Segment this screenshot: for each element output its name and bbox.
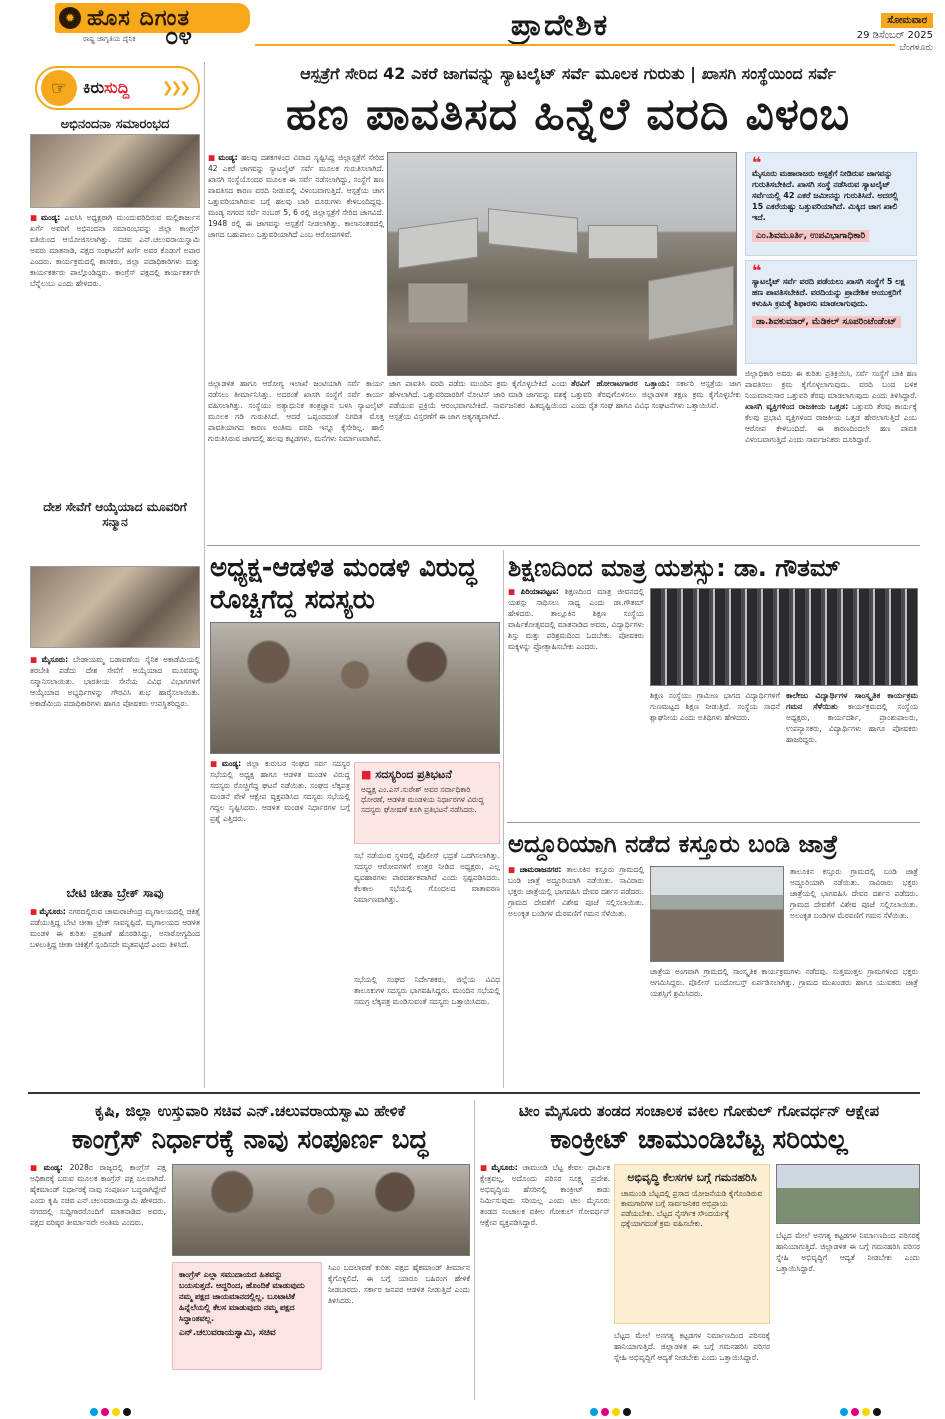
jatre-col3: ತಾಲೂಕಿನ ಕಸ್ತೂರು ಗ್ರಾಮದಲ್ಲಿ ಬಂಡಿ ಜಾತ್ರೆ ಅದ್ದೂರಿಯಾಗಿ ನಡೆಯಿತು. ಸಾವಿರಾರು ಭಕ್ತರು ಜಾತ್ರೆಯಲ್ಲಿ ಭಾಗವಹಿಸಿ ದೇವರ ದರ್ಶನ ಪಡೆದರು. ಗ್ರಾಮದ ದೇವತೆಗೆ ವಿಶೇಷ ಪೂಜೆ ಸಲ್ಲಿಸಲಾಯಿತು. ಅಲಂಕೃತ ಬಂಡಿಗಳ ಮೆರವಣಿಗೆ ಗಮನ ಸೆಳೆಯಿತು. [790, 867, 918, 920]
reg-mark [101, 1408, 109, 1416]
gautam-photo [650, 588, 918, 686]
kirusuddi-banner [35, 66, 200, 110]
section-divider [28, 1092, 920, 1094]
lead-headline: ಹಣ ಪಾವತಿಸದ ಹಿನ್ನೆಲೆ ವರದಿ ವಿಳಂಬ [285, 89, 851, 140]
chamundi-col1: ■ ಮೈಸೂರು: ಚಾಮುಂಡಿ ಬೆಟ್ಟ ಕೇವಲ ಧಾರ್ಮಿಕ ಕ್ಷೇತ್ರವಲ್ಲ, ಅದೊಂದು ಪರಿಸರ ಸೂಕ್ಷ್ಮ ಪ್ರದೇಶ. ಅಭಿವೃದ್ಧಿಯ ಹೆಸರಿನಲ್ಲಿ ಕಾಂಕ್ರೀಟ್ ಕಾಡು ನಿರ್ಮಿಸುವುದು ಸರಿಯಲ್ಲ ಎಂದು ಟೀಂ ಮೈಸೂರು ತಂಡದ ಸಂಚಾಲಕ ವಕೀಲ ಗೋಕುಲ್ ಗೋವರ್ಧನ್ ಆಕ್ಷೇಪ ವ್ಯಕ್ತಪಡಿಸಿದ್ದಾರೆ. [480, 1162, 610, 1398]
congress-col1: ■ ಮಂಡ್ಯ: 2028ರ ರಾಜ್ಯದಲ್ಲಿ ಕಾಂಗ್ರೆಸ್ ಪಕ್ಷ ಅಧಿಕಾರಕ್ಕೆ ಬರುವ ಮೂಲಕ ಕಾಂಗ್ರೆಸ್ ಪಕ್ಷ ಬಲವಾಗಿದೆ. ಹೈಕಮಾಂಡ್ ನಿರ್ಧಾರಕ್ಕೆ ನಾವು ಸಂಪೂರ್ಣ ಬದ್ಧರಾಗಿದ್ದೇವೆ ಎಂದು ಕೃಷಿ ಸಚಿವ ಎನ್.ಚಲುವರಾಯಸ್ವಾಮಿ ಹೇಳಿದರು. ನಗರದಲ್ಲಿ ಸುದ್ದಿಗಾರರೊಂದಿಗೆ ಮಾತನಾಡಿದ ಅವರು, ಪಕ್ಷದ ವರಿಷ್ಠರ ತೀರ್ಮಾನವೇ ಅಂತಿಮ ಎಂದರು. [30, 1162, 166, 1398]
congress-quote-signature: ಎನ್.ಚಲುವರಾಯಸ್ವಾಮಿ, ಸಚಿವ [179, 1328, 276, 1338]
gautam-col2: ಶಿಕ್ಷಣ ಸಂಸ್ಥೆಯು ಗ್ರಾಮೀಣ ಭಾಗದ ವಿದ್ಯಾರ್ಥಿಗಳಿಗೆ ಗುಣಮಟ್ಟದ ಶಿಕ್ಷಣ ನೀಡುತ್ತಿದೆ. ಸಂಸ್ಥೆಯ ಸಾಧನೆ ಶ್ಲಾಘನೀಯ ಎಂದು ಅತಿಥಿಗಳು ಹೇಳಿದರು. [650, 691, 780, 722]
board-callout-title: ■ ಸದಸ್ಯರಿಂದ ಪ್ರತಿಭಟನೆ [361, 768, 493, 782]
brief3-heading: ಬೇಟಿ ಚೀತಾ ಬ್ರೇಕ್ ಸಾವು [66, 886, 164, 900]
lead-subhead: ತೆರವಿಗೆ ಹೋರಾಟಗಾರರ ಒತ್ತಾಯ: [571, 379, 670, 388]
hand-pointer-icon: ☞ [41, 70, 77, 106]
lead-subhead-2: ಖಾಸಗಿ ವ್ಯಕ್ತಿಗಳಿಂದ ರಾಜಕೀಯ ಒತ್ತಡ: [745, 402, 849, 411]
quote-2-text: ಸ್ಯಾಟಲೈಟ್ ಸರ್ವೆ ವರದಿ ಪಡೆಯಲು ಖಾಸಗಿ ಸಂಸ್ಥೆಗೆ 5 ಲಕ್ಷ ಹಣ ಪಾವತಿಸಬೇಕಿದೆ. ವರದಿಯನ್ನು ಪ್ರಾದೇಶಿಕ ಆಯುಕ್ತರಿಗೆ ಕಳುಹಿಸಿ ಕ್ರಮಕ್ಕೆ ಶಿಫಾರಸು ಮಾಡಲಾಗುವುದು. [752, 277, 905, 308]
column-rule [503, 550, 504, 1088]
kirusuddi-label: ಕಿರುಸುದ್ದಿ [83, 78, 130, 97]
congress-photo [172, 1164, 470, 1256]
print-marks [840, 1408, 881, 1416]
section-divider [207, 545, 920, 546]
reg-mark [112, 1408, 120, 1416]
board-col2: ಸಭೆ ನಡೆಯುವ ಸ್ಥಳದಲ್ಲಿ ಪೊಲೀಸ್ ಭದ್ರತೆ ಒದಗಿಸಲಾಗಿತ್ತು. ಸದಸ್ಯರ ಆರೋಪಗಳಿಗೆ ಉತ್ತರ ನೀಡಿದ ಅಧ್ಯಕ್ಷರು, ಎಲ್ಲ ವ್ಯವಹಾರಗಳು ಪಾರದರ್ಶಕವಾಗಿವೆ ಎಂದು ಸ್ಪಷ್ಟಪಡಿಸಿದರು. ಕೆಲಕಾಲ ಸಭೆಯಲ್ಲಿ ಗೊಂದಲದ ವಾತಾವರಣ ನಿರ್ಮಾಣವಾಗಿತ್ತು. [354, 851, 500, 904]
reg-mark [840, 1408, 848, 1416]
section-title: ಪ್ರಾದೇಶಿಕ [510, 8, 610, 43]
chamundi-headline: ಕಾಂಕ್ರೀಟ್ ಚಾಮುಂಡಿಬೆಟ್ಟ ಸರಿಯಲ್ಲ [550, 1125, 848, 1155]
gautam-subhead: ಕಾಲೇಜು ವಿದ್ಯಾರ್ಥಿಗಳ ಸಾಂಸ್ಕೃತಿಕ ಕಾರ್ಯಕ್ರಮ ಗಮನ ಸೆಳೆಯಿತು [786, 691, 918, 711]
lead-col3b: ತೆರವಿಗೆ ಹೋರಾಟಗಾರರ ಒತ್ತಾಯ: ಸರ್ಕಾರಿ ಆಸ್ಪತ್ರೆಯ ಜಾಗ ಒತ್ತುವರಿ ತೆರವುಗೊಳಿಸಲು ಜಿಲ್ಲಾಡಳಿತ ತಕ್ಷಣ ಕ್ರಮ ಕೈಗೊಳ್ಳಬೇಕು ಎಂದು ರೈತ ಸಂಘ ಹಾಗೂ ವಿವಿಧ ಸಂಘಟನೆಗಳು ಒತ್ತಾಯಿಸಿವೆ. [571, 379, 741, 410]
brief1-photo [30, 134, 200, 208]
masthead [55, 3, 250, 51]
lead-kicker: ಆಸ್ಪತ್ರೆಗೆ ಸೇರಿದ 42 ಎಕರೆ ಜಾಗವನ್ನು ಸ್ಯಾಟಲೈಟ್ ಸರ್ವೆ ಮೂಲಕ ಗುರುತು | ಖಾಸಗಿ ಸಂಸ್ಥೆಯಿಂದ ಸರ್ವೆ [300, 64, 836, 83]
congress-quote [172, 1262, 322, 1370]
reg-mark [601, 1408, 609, 1416]
dateline [857, 8, 933, 53]
lead-col4: ಜಿಲ್ಲಾಧಿಕಾರಿ ಅವರು ಈ ಕುರಿತು ಪ್ರತಿಕ್ರಿಯಿಸಿ, ಸರ್ವೆ ಸಂಸ್ಥೆಗೆ ಬಾಕಿ ಹಣ ಪಾವತಿಸಲು ಕ್ರಮ ಕೈಗೊಳ್ಳಲಾಗುವುದು. ವರದಿ ಬಂದ ಬಳಿಕ ನಿಯಮಾನುಸಾರ ಒತ್ತುವರಿ ತೆರವು ಮಾಡಲಾಗುವುದು ಎಂದು ತಿಳಿಸಿದ್ದಾರೆ. ಖಾಸಗಿ ವ್ಯಕ್ತಿಗಳಿಂದ ರಾಜಕೀಯ ಒತ್ತಡ: ಒತ್ತುವರಿ ತೆರವು ಕಾರ್ಯಕ್ಕೆ ಕೆಲವು ಪ್ರಭಾವಿ ವ್ಯಕ್ತಿಗಳಿಂದ ರಾಜಕೀಯ ಒತ್ತಡ ಹೇರಲಾಗುತ್ತಿದೆ ಎಂಬ ಆರೋಪ ಕೇಳಿಬಂದಿದೆ. ಈ ಕಾರಣದಿಂದಲೇ ಹಣ ಪಾವತಿ ವಿಳಂಬವಾಗುತ್ತಿದೆ ಎಂದು ಸಾರ್ವಜನಿಕರು ದೂರಿದ್ದಾರೆ. [745, 369, 917, 444]
lead-quote-2 [745, 260, 917, 364]
congress-quote-text: ಕಾಂಗ್ರೆಸ್ ಎಲ್ಲಾ ಸಮುದಾಯದ ಹಿತವನ್ನು ಬಯಸುತ್ತದೆ. ಆದ್ದರಿಂದ, ಹೊಂದಿಕೆ ಮಾಡುವುದು ನಮ್ಮ ಪಕ್ಷದ ಜಾಯಮಾನದಲ್ಲಿಲ್ಲ. ಬೂಟಾಟಿಕೆ ಹಿನ್ನೆಲೆಯಲ್ಲಿ ಕೆಲಸ ಮಾಡುವುದು ನಮ್ಮ ಪಕ್ಷದ ಸಿದ್ಧಾಂತವಲ್ಲ. [179, 1270, 305, 1323]
board-col3: ಸಭೆಯಲ್ಲಿ ಸಂಘದ ನಿರ್ದೇಶಕರು, ಜಿಲ್ಲೆಯ ವಿವಿಧ ತಾಲೂಕುಗಳ ಸದಸ್ಯರು ಭಾಗವಹಿಸಿದ್ದರು. ಮುಂದಿನ ಸಭೆಯಲ್ಲಿ ಸಮಗ್ರ ಲೆಕ್ಕಪತ್ರ ಮಂಡಿಸುವಂತೆ ಸದಸ್ಯರು ಒತ್ತಾಯಿಸಿದರು. [354, 975, 500, 1006]
congress-col2: ಸಿಎಂ ಬದಲಾವಣೆ ಕುರಿತು ಪಕ್ಷದ ಹೈಕಮಾಂಡ್ ತೀರ್ಮಾನ ಕೈಗೊಳ್ಳಲಿದೆ. ಈ ಬಗ್ಗೆ ಯಾರೂ ಬಹಿರಂಗ ಹೇಳಿಕೆ ನೀಡಬಾರದು. ಸರ್ಕಾರ ಜನಪರ ಆಡಳಿತ ನೀಡುತ್ತಿದೆ ಎಂದು ತಿಳಿಸಿದರು. [328, 1263, 470, 1305]
quote-1-signature: ಎಂ.ಶಿವಮೂರ್ತಿ, ಉಪವಿಭಾಗಾಧಿಕಾರಿ [752, 230, 869, 242]
lead-col3: ಜಾಗ ಪಾವತಿಸಿ ವರದಿ ಪಡೆದು ಮುಂದಿನ ಕ್ರಮ ಕೈಗೊಳ್ಳಬೇಕಿದೆ ಎಂದು ಹೇಳಲಾಗಿದೆ. ಒತ್ತುವರಿದಾರರಿಗೆ ನೋಟಿಸ್ ಜಾರಿ ಮಾಡಿ ಜಾಗವನ್ನು ವಶಕ್ಕೆ ಪಡೆಯುವ ಪ್ರಕ್ರಿಯೆ ಆರಂಭವಾಗಬೇಕಿದೆ. ಸಾರ್ವಜನಿಕರ ಹಿತದೃಷ್ಟಿಯಿಂದ ಆಸ್ಪತ್ರೆಯ ವಿಸ್ತರಣೆಗೆ ಈ ಜಾಗ ಅತ್ಯಗತ್ಯವಾಗಿದೆ. [389, 379, 567, 421]
chamundi-kicker: ಟೀಂ ಮೈಸೂರು ತಂಡದ ಸಂಚಾಲಕ ವಕೀಲ ಗೋಕುಲ್ ಗೋವರ್ಧನ್ ಆಕ್ಷೇಪ [518, 1102, 880, 1120]
jatre-col2: ಜಾತ್ರೆಯ ಅಂಗವಾಗಿ ಗ್ರಾಮದಲ್ಲಿ ಸಾಂಸ್ಕೃತಿಕ ಕಾರ್ಯಕ್ರಮಗಳು ನಡೆದವು. ಸುತ್ತಮುತ್ತಲ ಗ್ರಾಮಗಳಿಂದ ಭಕ್ತರು ಆಗಮಿಸಿದ್ದರು. ಪೊಲೀಸ್ ಬಂದೋಬಸ್ತ್ ಏರ್ಪಡಿಸಲಾಗಿತ್ತು. ಗ್ರಾಮದ ಮುಖಂಡರು ಹಾಗೂ ಯುವಕರು ಜಾತ್ರೆ ಯಶಸ್ಸಿಗೆ ಶ್ರಮಿಸಿದರು. [650, 967, 918, 998]
chamundi-col3: ಬೆಟ್ಟದ ಮೇಲೆ ಅನಗತ್ಯ ಕಟ್ಟಡಗಳ ನಿರ್ಮಾಣದಿಂದ ಪರಿಸರಕ್ಕೆ ಹಾನಿಯಾಗುತ್ತಿದೆ. ಜಿಲ್ಲಾಡಳಿತ ಈ ಬಗ್ಗೆ ಗಮನಹರಿಸಿ ಪರಿಸರ ಸ್ನೇಹಿ ಅಭಿವೃದ್ಧಿಗೆ ಆದ್ಯತೆ ನೀಡಬೇಕು ಎಂದು ಒತ್ತಾಯಿಸಿದ್ದಾರೆ. [776, 1231, 920, 1273]
brief2-photo [30, 566, 200, 648]
board-callout-text: ಅಧ್ಯಕ್ಷ ಎಂ.ಎಸ್.ಸುರೇಶ್ ಅವರ ಸರ್ವಾಧಿಕಾರಿ ಧೋರಣೆ, ಆಡಳಿತ ಮಂಡಳಿಯ ನಿರ್ಧಾರಗಳ ವಿರುದ್ಧ ಸದಸ್ಯರು ಘೋಷಣೆ ಕೂಗಿ ಪ್ರತಿಭಟನೆ ನಡೆಸಿದರು. [361, 785, 484, 814]
reg-mark [623, 1408, 631, 1416]
column-rule [474, 1100, 475, 1400]
reg-mark [612, 1408, 620, 1416]
reg-mark [851, 1408, 859, 1416]
congress-headline: ಕಾಂಗ್ರೆಸ್ ನಿರ್ಧಾರಕ್ಕೆ ನಾವು ಸಂಪೂರ್ಣ ಬದ್ಧ [71, 1125, 429, 1155]
issue-day: ಸೋಮವಾರ [881, 13, 933, 28]
gautam-col3: ಕಾಲೇಜು ವಿದ್ಯಾರ್ಥಿಗಳ ಸಾಂಸ್ಕೃತಿಕ ಕಾರ್ಯಕ್ರಮ ಗಮನ ಸೆಳೆಯಿತು ಕಾರ್ಯಕ್ರಮದಲ್ಲಿ ಸಂಸ್ಥೆಯ ಅಧ್ಯಕ್ಷರು, ಕಾರ್ಯದರ್ಶಿ, ಪ್ರಾಂಶುಪಾಲರು, ಉಪನ್ಯಾಸಕರು, ವಿದ್ಯಾರ್ಥಿಗಳು ಹಾಗೂ ಪೋಷಕರು ಹಾಜರಿದ್ದರು. [786, 691, 918, 744]
lead-col2: ಜಿಲ್ಲಾಡಳಿತ ಹಾಗೂ ಆರೋಗ್ಯ ಇಲಾಖೆ ಜಂಟಿಯಾಗಿ ಸರ್ವೆ ಕಾರ್ಯ ನಡೆಸಲು ತೀರ್ಮಾನಿಸಿತ್ತು. ಅದರಂತೆ ಖಾಸಗಿ ಸಂಸ್ಥೆಗೆ ಸರ್ವೆ ಕಾರ್ಯ ವಹಿಸಲಾಗಿತ್ತು. ಸಂಸ್ಥೆಯು ಅತ್ಯಾಧುನಿಕ ತಂತ್ರಜ್ಞಾನ ಬಳಸಿ ಸ್ಯಾಟಲೈಟ್ ಮೂಲಕ ಗಡಿ ಗುರುತಿಸಿದೆ. ಆದರೆ ಒಪ್ಪಂದದಂತೆ ನಿಗದಿತ ಮೊತ್ತ ಪಾವತಿಯಾಗದ ಕಾರಣ ಅಂತಿಮ ವರದಿ ಇನ್ನೂ ಕೈಸೇರಿಲ್ಲ. ಹಾಲಿ ಗುರುತಿಸಿರುವ ಜಾಗದಲ್ಲಿ ಹಲವು ಕಟ್ಟಡಗಳು, ಮನೆಗಳು ನಿರ್ಮಾಣವಾಗಿವೆ. [208, 379, 384, 443]
brief1-body: ■ ಮಂಡ್ಯ: ಎಐಸಿಸಿ ಅಧ್ಯಕ್ಷರಾಗಿ ಮುಂದುವರಿದಿರುವ ಮಲ್ಲಿಕಾರ್ಜುನ ಖರ್ಗೆ ಅವರಿಗೆ ಅಭಿನಂದನಾ ಸಮಾರಂಭವನ್ನು ಜಿಲ್ಲಾ ಕಾಂಗ್ರೆಸ್ ವತಿಯಿಂದ ಆಯೋಜಿಸಲಾಗಿತ್ತು. ಸಚಿವ ಎನ್.ಚಲುವರಾಯಸ್ವಾಮಿ ಅವರು ಮಾತನಾಡಿ, ಪಕ್ಷದ ಸಂಘಟನೆಗೆ ಖರ್ಗೆ ಅವರ ಕೊಡುಗೆ ಅಪಾರ ಎಂದರು. ಕಾರ್ಯಕ್ರಮದಲ್ಲಿ ಶಾಸಕರು, ಜಿಲ್ಲಾ ಪದಾಧಿಕಾರಿಗಳು ಮತ್ತು ಕಾರ್ಯಕರ್ತರು ಪಾಲ್ಗೊಂಡಿದ್ದರು. ಕಾಂಗ್ರೆಸ್ ಪಕ್ಷದಲ್ಲಿ ಕಾರ್ಯಕರ್ತರೇ ಬೆನ್ನೆಲುಬು ಎಂದು ಹೇಳಿದರು. [30, 212, 200, 494]
jatre-photo [650, 866, 784, 962]
masthead-name: ಹೊಸ ದಿಗಂತ [87, 5, 191, 31]
section-rule [255, 44, 895, 46]
quote-icon: ❝ [752, 153, 762, 172]
chamundi-callout-title: ಅಭಿವೃದ್ಧಿ ಕೆಲಸಗಳ ಬಗ್ಗೆ ಗಮನಹರಿಸಿ [627, 1171, 757, 1184]
lead-quote-1 [745, 152, 917, 256]
brief1-heading: ಅಭಿನಂದನಾ ಸಮಾರಂಭದ [60, 117, 170, 132]
brief2-heading: ದೇಶ ಸೇವೆಗೆ ಆಯ್ಕೆಯಾದ ಮೂವರಿಗೆ ಸನ್ಮಾನ [43, 500, 187, 529]
jatre-headline: ಅದ್ದೂರಿಯಾಗಿ ನಡೆದ ಕಸ್ತೂರು ಬಂಡಿ ಜಾತ್ರೆ [508, 830, 838, 858]
issue-date: 29 ಡಿಸೆಂಬರ್ 2025 [856, 30, 933, 41]
brief2-body: ■ ಮೈಸೂರು: ಬೇಡಾಯಮ್ಮ ಬಡಾವಣೆಯ ಸೈನಿಕ ಅಕಾಡೆಮಿಯಲ್ಲಿ ತರಬೇತಿ ಪಡೆದು ದೇಶ ಸೇವೆಗೆ ಆಯ್ಕೆಯಾದ ಮೂವರನ್ನು ಸನ್ಮಾನಿಸಲಾಯಿತು. ಭಾರತೀಯ ಸೇನೆಯ ವಿವಿಧ ವಿಭಾಗಗಳಿಗೆ ಆಯ್ಕೆಯಾದ ಅಭ್ಯರ್ಥಿಗಳನ್ನು ಗೌರವಿಸಿ ಶುಭ ಹಾರೈಸಲಾಯಿತು. ಅಕಾಡೆಮಿಯ ಪದಾಧಿಕಾರಿಗಳು ಹಾಗೂ ಪೋಷಕರು ಉಪಸ್ಥಿತರಿದ್ದರು. [30, 654, 200, 882]
page-number: ೦೪ [165, 22, 192, 50]
lamp-icon: ✹ [59, 7, 81, 29]
lead-photo [387, 152, 737, 376]
board-col1: ■ ಮಂಡ್ಯ: ಜಿಲ್ಲಾ ಕುರುಬರ ಸಂಘದ ಸರ್ವ ಸದಸ್ಯರ ಸಭೆಯಲ್ಲಿ ಅಧ್ಯಕ್ಷ ಹಾಗೂ ಆಡಳಿತ ಮಂಡಳಿ ವಿರುದ್ಧ ಸದಸ್ಯರು ರೊಚ್ಚಿಗೆದ್ದ ಘಟನೆ ನಡೆಯಿತು. ಸಂಘದ ಲೆಕ್ಕಪತ್ರ ಮಂಡನೆ ವೇಳೆ ಆಕ್ಷೇಪ ವ್ಯಕ್ತಪಡಿಸಿದ ಸದಸ್ಯರು ಸಭೆಯಲ್ಲಿ ಗದ್ದಲ ಸೃಷ್ಟಿಸಿದರು. ಆಡಳಿತ ಮಂಡಳಿ ನಿರ್ಧಾರಗಳ ಬಗ್ಗೆ ಪ್ರಶ್ನೆ ಎತ್ತಿದರು. [210, 758, 350, 1082]
quote-1-text: ಮೈಸೂರು ಮಹಾರಾಜರು ಆಸ್ಪತ್ರೆಗೆ ನೀಡಿರುವ ಜಾಗವನ್ನು ಗುರುತಿಸಬೇಕಿದೆ. ಖಾಸಗಿ ಸಂಸ್ಥೆ ನಡೆಸಿರುವ ಸ್ಯಾಟಲೈಟ್ ಸರ್ವೆಯಲ್ಲಿ 42 ಎಕರೆ ಜಮೀನನ್ನು ಗುರುತಿಸಿದೆ. ಅದರಲ್ಲಿ 15 ಎಕರೆಯಷ್ಟು ಒತ್ತುವರಿಯಾಗಿದೆ. ಮಿಕ್ಕಿದ ಜಾಗ ಖಾಲಿ ಇದೆ. [752, 169, 899, 222]
quote-icon: ❝ [752, 261, 762, 280]
gautam-headline: ಶಿಕ್ಷಣದಿಂದ ಮಾತ್ರ ಯಶಸ್ಸು: ಡಾ. ಗೌತಮ್ [508, 554, 841, 582]
masthead-logo [55, 3, 250, 33]
board-photo [210, 622, 500, 754]
board-headline: ಅಧ್ಯಕ್ಷ-ಆಡಳಿತ ಮಂಡಳಿ ವಿರುದ್ಧ ರೊಚ್ಚಿಗೆದ್ದ ಸದಸ್ಯರು [210, 553, 477, 615]
chamundi-callout [614, 1164, 770, 1324]
quote-2-signature: ಡಾ.ಶಿವಕುಮಾರ್, ಮೆಡಿಕಲ್ ಸೂಪರಿಂಟೆಂಡೆಂಟ್ [752, 316, 901, 328]
reg-mark [862, 1408, 870, 1416]
congress-kicker: ಕೃಷಿ, ಜಿಲ್ಲಾ ಉಸ್ತುವಾರಿ ಸಚಿವ ಎನ್.ಚಲುವರಾಯಸ್ವಾಮಿ ಹೇಳಿಕೆ [94, 1102, 406, 1120]
print-marks [90, 1408, 131, 1416]
board-callout [354, 762, 500, 844]
chevron-right-icon: ❯❯❯ [161, 80, 188, 96]
lead-col1: ■ ಮಂಡ್ಯ: ಹಲವು ದಶಕಗಳಿಂದ ವಿವಾದ ಸೃಷ್ಟಿಸಿದ್ದ ಜಿಲ್ಲಾಸ್ಪತ್ರೆಗೆ ಸೇರಿದ 42 ಎಕರೆ ಜಾಗವನ್ನು ಸ್ಯಾಟಲೈಟ್ ಸರ್ವೆ ಮೂಲಕ ಗುರುತಿಸಲಾಗಿದೆ. ಖಾಸಗಿ ಸಂಸ್ಥೆಯೊಂದರ ಮೂಲಕ ಈ ಸರ್ವೆ ನಡೆಸಲಾಗಿದ್ದು, ಸಂಸ್ಥೆಗೆ ಹಣ ಪಾವತಿಸದ ಕಾರಣ ವರದಿ ನೀಡುವಲ್ಲಿ ವಿಳಂಬವಾಗುತ್ತಿದೆ. ಆಸ್ಪತ್ರೆಯ ಜಾಗ ಒತ್ತುವರಿಯಾಗಿರುವ ಬಗ್ಗೆ ಹಲವು ಬಾರಿ ದೂರುಗಳು ಕೇಳಿಬಂದಿದ್ದವು. ಮಂಡ್ಯ ನಗರದ ಸರ್ವೆ ನಂಬರ್ 5, 6 ರಲ್ಲಿ ಜಿಲ್ಲಾಸ್ಪತ್ರೆಗೆ ಸೇರಿದ ಜಾಗವಿದೆ. 1948 ರಲ್ಲಿ ಈ ಜಾಗವನ್ನು ಆಸ್ಪತ್ರೆಗೆ ನೀಡಲಾಗಿತ್ತು. ಕಾಲಾನಂತರದಲ್ಲಿ ಜಾಗದ ಬಹುಪಾಲು ಒತ್ತುವರಿಯಾಗಿದೆ ಎಂಬ ಆರೋಪಗಳಿವೆ. [208, 152, 384, 374]
reg-mark [873, 1408, 881, 1416]
column-rule [204, 62, 205, 1088]
chamundi-callout-text: ಚಾಮುಂಡಿ ಬೆಟ್ಟದಲ್ಲಿ ಪ್ರಸಾದ ಯೋಜನೆಯಡಿ ಕೈಗೊಂಡಿರುವ ಕಾಮಗಾರಿಗಳ ಬಗ್ಗೆ ಸಾರ್ವಜನಿಕರ ಅಭಿಪ್ರಾಯ ಪಡೆಯಬೇಕು. ಬೆಟ್ಟದ ನೈಸರ್ಗಿಕ ಸೌಂದರ್ಯಕ್ಕೆ ಧಕ್ಕೆಯಾಗದಂತೆ ಕ್ರಮ ವಹಿಸಬೇಕು. [621, 1189, 763, 1228]
gautam-col1: ■ ಪಿರಿಯಾಪಟ್ಟಣ: ಶಿಕ್ಷಣದಿಂದ ಮಾತ್ರ ಜೀವನದಲ್ಲಿ ಯಶಸ್ಸು ಸಾಧಿಸಲು ಸಾಧ್ಯ ಎಂದು ಡಾ.ಗೌತಮ್ ಹೇಳಿದರು. ತಾಲ್ಲೂಕಿನ ಶಿಕ್ಷಣ ಸಂಸ್ಥೆಯ ವಾರ್ಷಿಕೋತ್ಸವದಲ್ಲಿ ಮಾತನಾಡಿದ ಅವರು, ವಿದ್ಯಾರ್ಥಿಗಳು ಶಿಸ್ತು ಮತ್ತು ಪರಿಶ್ರಮದಿಂದ ಓದಬೇಕು. ಪೋಷಕರು ಮಕ್ಕಳನ್ನು ಪ್ರೋತ್ಸಾಹಿಸಬೇಕು ಎಂದರು. [508, 586, 644, 816]
brief3-body: ■ ಮೈಸೂರು: ನಗರದಲ್ಲಿರುವ ಚಾಮರಾಜೇಂದ್ರ ಮೃಗಾಲಯದಲ್ಲಿ ಚಿಕಿತ್ಸೆ ಪಡೆಯುತ್ತಿದ್ದ ಬೇಟಿ ಚೀತಾ ಬ್ರೇಕ್ ಸಾವನ್ನಪ್ಪಿದೆ. ಮೃಗಾಲಯದ ಆಡಳಿತ ಮಂಡಳಿ ಈ ಕುರಿತು ಪ್ರಕಟಣೆ ಹೊರಡಿಸಿದ್ದು, ಅನಾರೋಗ್ಯದಿಂದ ಬಳಲುತ್ತಿದ್ದ ಚೀತಾ ಚಿಕಿತ್ಸೆಗೆ ಸ್ಪಂದಿಸದೇ ಮೃತಪಟ್ಟಿದೆ ಎಂದು ತಿಳಿಸಿದೆ. [30, 906, 200, 1076]
chamundi-col2: ಬೆಟ್ಟದ ಮೇಲೆ ಅನಗತ್ಯ ಕಟ್ಟಡಗಳ ನಿರ್ಮಾಣದಿಂದ ಪರಿಸರಕ್ಕೆ ಹಾನಿಯಾಗುತ್ತಿದೆ. ಜಿಲ್ಲಾಡಳಿತ ಈ ಬಗ್ಗೆ ಗಮನಹರಿಸಿ ಪರಿಸರ ಸ್ನೇಹಿ ಅಭಿವೃದ್ಧಿಗೆ ಆದ್ಯತೆ ನೀಡಬೇಕು ಎಂದು ಒತ್ತಾಯಿಸಿದ್ದಾರೆ. [614, 1331, 770, 1362]
edition-city: ಬೆಂಗಳೂರು [899, 43, 933, 53]
jatre-col1: ■ ಚಾಮರಾಜನಗರ: ತಾಲೂಕಿನ ಕಸ್ತೂರು ಗ್ರಾಮದಲ್ಲಿ ಬಂಡಿ ಜಾತ್ರೆ ಅದ್ದೂರಿಯಾಗಿ ನಡೆಯಿತು. ಸಾವಿರಾರು ಭಕ್ತರು ಜಾತ್ರೆಯಲ್ಲಿ ಭಾಗವಹಿಸಿ ದೇವರ ದರ್ಶನ ಪಡೆದರು. ಗ್ರಾಮದ ದೇವತೆಗೆ ವಿಶೇಷ ಪೂಜೆ ಸಲ್ಲಿಸಲಾಯಿತು. ಅಲಂಕೃತ ಬಂಡಿಗಳ ಮೆರವಣಿಗೆ ಗಮನ ಸೆಳೆಯಿತು. [508, 864, 644, 1082]
chamundi-photo [776, 1164, 920, 1224]
print-marks [590, 1408, 631, 1416]
reg-mark [590, 1408, 598, 1416]
section-divider [507, 822, 920, 823]
reg-mark [90, 1408, 98, 1416]
reg-mark [123, 1408, 131, 1416]
masthead-tagline: ರಾಷ್ಟ್ರ ಜಾಗೃತಿಯ ದೈನಿಕ [83, 35, 136, 43]
